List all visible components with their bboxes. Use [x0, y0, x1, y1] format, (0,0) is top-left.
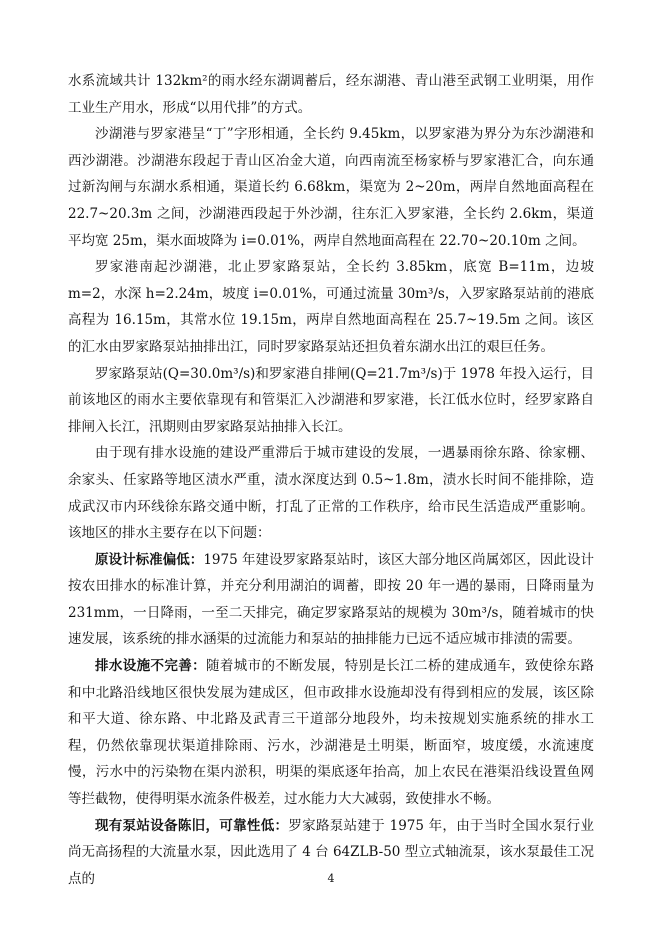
paragraph-text: 水系流域共计 132km²的雨水经东湖调蓄后，经东湖港、青山港至武钢工业明渠，用作工业生产用水，形成“以用代排”的方式。	[68, 73, 594, 116]
paragraph-lead-heading: 排水设施不完善：	[95, 658, 206, 675]
paragraph-text: 罗家路泵站建于 1975 年，由于当时全国水泵行业尚无高扬程的大流量水泵，因此选用了 4 台 64ZLB-50 型立式轴流泵，该水泵最佳工况点的	[68, 817, 594, 887]
paragraph-continuation	[68, 68, 594, 121]
paragraph-text: 罗家港南起沙湖港，北止罗家路泵站，全长约 3.85km，底宽 B=11m，边坡 m=2，水深 h=2.24m，坡度 i=0.01%，可通过流量 30m³/s，入罗家路泵站前的港底高程为 16.15m，其常水位 19.15m，两岸自然地面高程在 25.7~19.5m 之间。该区的汇水由罗家路泵站抽排出江，同时罗家路泵站还担负着东湖水出江的艰巨任务。	[68, 259, 594, 355]
paragraph-lead-heading: 现有泵站设备陈旧，可靠性低：	[95, 817, 289, 834]
paragraph-shahu-port	[68, 121, 594, 254]
paragraph-text: 由于现有排水设施的建设严重滞后于城市建设的发展，一遇暴雨徐东路、徐家棚、余家头、任家路等地区渍水严重，渍水深度达到 0.5~1.8m，渍水长时间不能排除，造成武汉市内环线徐东路交通中断，打乱了正常的工作秩序，给市民生活造成严重影响。该地区的排水主要存在以下问题：	[68, 445, 594, 542]
paragraph-text: 罗家路泵站(Q=30.0m³/s)和罗家港自排闸(Q=21.7m³/s)于 1978 年投入运行，目前该地区的雨水主要依靠现有和管渠汇入沙湖港和罗家港，长江低水位时，经罗家路自排闸入长江，汛期则由罗家路泵站抽排入长江。	[68, 365, 594, 435]
page-number: 4	[327, 872, 335, 885]
paragraph-problems-intro	[68, 440, 594, 546]
paragraph-lead-heading: 原设计标准偏低：	[95, 551, 204, 568]
paragraph-design-standard	[68, 547, 594, 653]
paragraph-text: 沙湖港与罗家港呈“丁”字形相通，全长约 9.45km，以罗家港为界分为东沙湖港和西沙湖港。沙湖港东段起于青山区冶金大道，向西南流至杨家桥与罗家港汇合，向东通过新沟闸与东湖水系相通，渠道长约 6.68km，渠宽为 2~20m，两岸自然地面高程在 22.7~20.3m 之间，沙湖港西段起于外沙湖，往东汇入罗家港，全长约 2.6km，渠道平均宽 25m，渠水面坡降为 i=0.01%，两岸自然地面高程在 22.70~20.10m 之间。	[68, 126, 594, 249]
paragraph-text: 1975 年建设罗家路泵站时，该区大部分地区尚属郊区，因此设计按农田排水的标准计算，并充分利用湖泊的调蓄，即按 20 年一遇的暴雨，日降雨量为 231mm，一日降雨，一至二天排完，确定罗家路泵站的规模为 30m³/s，随着城市的快速发展，该系统的排水涵渠的过流能力和泵站的抽排能力已远不适应城市排渍的需要。	[68, 551, 595, 648]
paragraph-drainage-facilities	[68, 653, 594, 813]
paragraph-luojia-port	[68, 254, 594, 360]
paragraph-text: 随着城市的不断发展，特别是长江二桥的建成通车，致使徐东路和中北路沿线地区很快发展为建成区，但市政排水设施却没有得到相应的发展，该区除和平大道、徐东路、中北路及武青三干道部分地段外，均未按规划实施系统的排水工程，仍然依靠现状渠道排除雨、污水，沙湖港是土明渠，断面窄，坡度缓，水流速度慢，污水中的污染物在渠内淤积，明渠的渠底逐年抬高，加上农民在港渠沿线设置鱼网等拦截物，使得明渠水流条件极差，过水能力大大减弱，致使排水不畅。	[68, 658, 595, 808]
paragraph-pump-station	[68, 361, 594, 441]
body-text	[68, 68, 594, 892]
